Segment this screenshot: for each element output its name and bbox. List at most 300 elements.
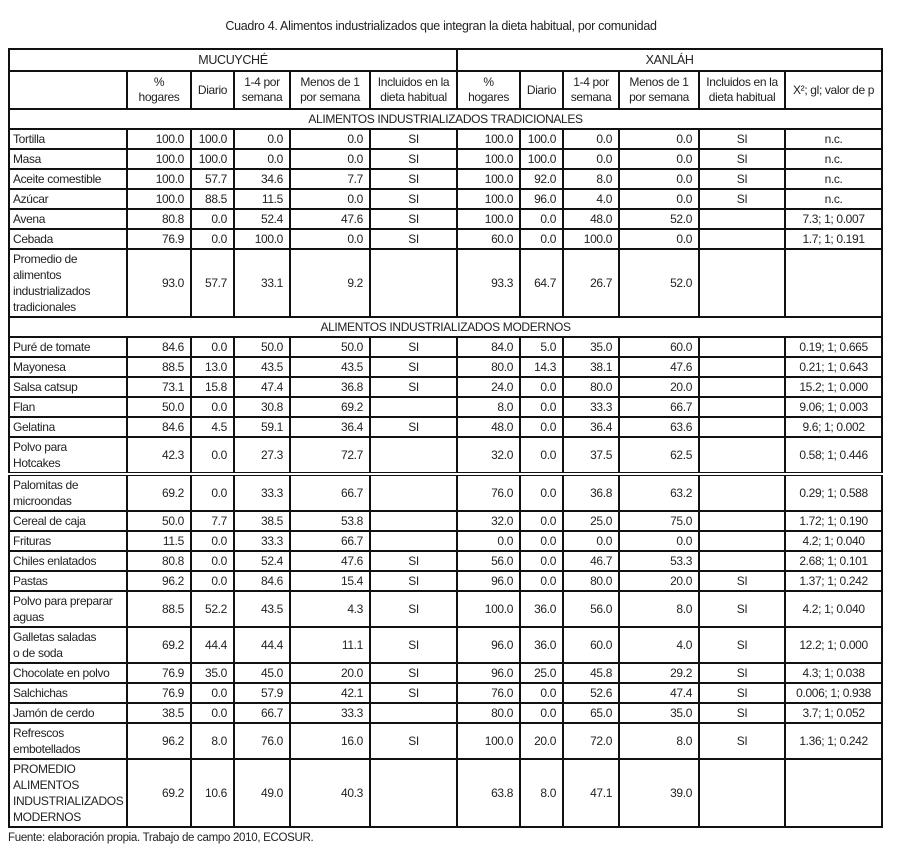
table-cell: 36.4 [290,417,370,437]
table-cell: 42.3 [127,437,191,474]
row-label: Frituras [9,531,127,551]
table-cell [370,249,457,317]
table-cell: SI [370,129,457,149]
table-cell: 43.5 [234,591,290,627]
table-cell: 26.7 [563,249,619,317]
table-cell: 0.0 [191,531,234,551]
table-cell: 69.2 [127,627,191,663]
table-cell [370,703,457,723]
table-row [9,149,882,169]
table-cell: 0.0 [191,683,234,703]
table-cell: 36.4 [563,417,619,437]
table-cell: SI [699,663,785,683]
table-cell: 38.5 [127,703,191,723]
table-cell: 29.2 [619,663,699,683]
table-cell: 0.0 [520,703,563,723]
row-label: Pastas [9,571,127,591]
table-cell: 52.2 [191,591,234,627]
table-cell: SI [370,663,457,683]
table-cell: 1.36; 1; 0.242 [785,723,882,759]
table-cell: 20.0 [619,571,699,591]
table-cell: 47.1 [563,759,619,827]
table-cell [785,249,882,317]
row-label: PROMEDIO ALIMENTOS INDUSTRIALIZADOS MODERNOS [9,759,127,827]
table-cell: 36.8 [563,474,619,511]
table-cell: 0.29; 1; 0.588 [785,474,882,511]
table-row [9,683,882,703]
table-cell: 65.0 [563,703,619,723]
table-cell: 88.5 [127,591,191,627]
table-cell: 72.7 [290,437,370,474]
community-mucuyche: MUCUYCHÉ [9,49,457,71]
table-cell: 11.5 [127,531,191,551]
table-cell: 0.006; 1; 0.938 [785,683,882,703]
table-cell: 27.3 [234,437,290,474]
table-cell: 100.0 [234,229,290,249]
table-cell: 66.7 [290,531,370,551]
table-cell: 0.0 [191,571,234,591]
table-cell: 3.7; 1; 0.052 [785,703,882,723]
table-row [9,249,882,317]
table-cell: 93.0 [127,249,191,317]
column-header: Menos de 1 por semana [619,71,699,109]
table-cell: 0.0 [234,129,290,149]
table-cell [699,397,785,417]
table-cell: 53.3 [619,551,699,571]
table-cell: 48.0 [457,417,520,437]
table-cell: SI [699,129,785,149]
table-cell: SI [370,417,457,437]
row-label: Salsa catsup [9,377,127,397]
table-cell: SI [370,571,457,591]
table-cell: 33.3 [234,474,290,511]
table-cell: 43.5 [290,357,370,377]
table-cell: 0.0 [520,511,563,531]
table-cell: 25.0 [563,511,619,531]
table-cell: SI [370,683,457,703]
table-cell: 11.1 [290,627,370,663]
table-cell: 47.6 [619,357,699,377]
row-label: Jamón de cerdo [9,703,127,723]
table-cell: 80.0 [457,357,520,377]
table-cell: 16.0 [290,723,370,759]
column-header: % hogares [127,71,191,109]
table-cell: 20.0 [290,663,370,683]
section-header-row [9,317,882,337]
table-cell: 48.0 [563,209,619,229]
table-cell: 52.6 [563,683,619,703]
table-cell: 0.0 [191,474,234,511]
table-cell: 100.0 [520,129,563,149]
table-cell: n.c. [785,149,882,169]
table-cell: 0.0 [619,169,699,189]
table-cell: 69.2 [127,759,191,827]
table-cell: n.c. [785,189,882,209]
table-cell: 40.3 [290,759,370,827]
table-row [9,551,882,571]
table-cell: 0.0 [290,189,370,209]
row-label: Galletas saladas o de soda [9,627,127,663]
table-cell: 8.0 [191,723,234,759]
table-cell: 4.2; 1; 0.040 [785,531,882,551]
table-cell: SI [370,229,457,249]
table-cell [699,511,785,531]
table-cell: 76.9 [127,683,191,703]
table-cell: 34.6 [234,169,290,189]
table-cell: 100.0 [191,129,234,149]
section-header-row [9,109,882,129]
table-cell: 33.3 [563,397,619,417]
table-cell: 38.5 [234,511,290,531]
table-cell: 50.0 [127,511,191,531]
table-cell: 44.4 [191,627,234,663]
table-cell: 96.0 [520,189,563,209]
table-cell: 44.4 [234,627,290,663]
row-label: Gelatina [9,417,127,437]
table-cell: 24.0 [457,377,520,397]
row-label: Cebada [9,229,127,249]
table-cell: 76.0 [457,683,520,703]
table-cell: 59.1 [234,417,290,437]
table-cell: 0.0 [234,149,290,169]
table-cell: 8.0 [457,397,520,417]
table-cell: 0.0 [619,189,699,209]
table-cell [699,759,785,827]
table-cell [699,377,785,397]
table-cell: 0.58; 1; 0.446 [785,437,882,474]
table-cell: 0.0 [520,377,563,397]
table-cell: 84.6 [127,417,191,437]
food-table [8,48,883,828]
table-cell: 100.0 [457,169,520,189]
table-cell: 62.5 [619,437,699,474]
table-cell: 0.0 [290,229,370,249]
table-cell: SI [370,169,457,189]
column-header: 1-4 por semana [563,71,619,109]
row-label: Tortilla [9,129,127,149]
column-header: Incluidos en la dieta habitual [699,71,785,109]
row-label: Promedio de alimentos industrializados tradicionales [9,249,127,317]
table-cell: 63.8 [457,759,520,827]
table-cell: 33.3 [234,531,290,551]
table-cell: 84.0 [457,337,520,357]
row-label: Chiles enlatados [9,551,127,571]
table-cell: 52.0 [619,249,699,317]
section-title: ALIMENTOS INDUSTRIALIZADOS MODERNOS [9,317,882,337]
table-cell: 38.1 [563,357,619,377]
table-cell: 69.2 [290,397,370,417]
table-cell: SI [370,377,457,397]
table-cell: 47.4 [234,377,290,397]
table-cell [699,229,785,249]
table-row [9,474,882,511]
table-cell [699,551,785,571]
table-cell: 0.0 [520,417,563,437]
column-header: Incluidos en la dieta habitual [370,71,457,109]
table-cell: SI [699,723,785,759]
row-label: Aceite comestible [9,169,127,189]
table-cell: 0.0 [563,149,619,169]
header-empty [9,71,127,109]
table-row [9,337,882,357]
table-cell: 45.8 [563,663,619,683]
table-cell: 8.0 [520,759,563,827]
table-cell [785,759,882,827]
column-header: Diario [520,71,563,109]
table-row [9,377,882,397]
table-row [9,531,882,551]
table-cell: 0.0 [520,571,563,591]
table-cell: 0.0 [191,337,234,357]
table-cell: 92.0 [520,169,563,189]
table-cell: 50.0 [290,337,370,357]
table-cell: 64.7 [520,249,563,317]
table-cell: 4.3; 1; 0.038 [785,663,882,683]
table-row [9,591,882,627]
table-cell: 100.0 [457,189,520,209]
table-cell: n.c. [785,129,882,149]
table-row [9,397,882,417]
table-cell: 20.0 [520,723,563,759]
table-cell: 0.0 [290,149,370,169]
table-cell: 33.3 [290,703,370,723]
table-cell: 96.0 [457,627,520,663]
table-cell: 52.4 [234,551,290,571]
table-cell [370,474,457,511]
table-cell: 93.3 [457,249,520,317]
table-cell: 9.2 [290,249,370,317]
table-cell: 10.6 [191,759,234,827]
table-cell: 96.0 [457,571,520,591]
table-cell: 0.0 [520,551,563,571]
table-cell: SI [370,591,457,627]
table-cell: 96.2 [127,723,191,759]
table-cell: 63.6 [619,417,699,437]
table-title: Cuadro 4. Alimentos industrializados que integran la dieta habitual, por comunidad [225,19,657,33]
table-cell: 0.0 [520,683,563,703]
table-cell: 0.0 [619,531,699,551]
table-cell: 100.0 [457,591,520,627]
table-cell: 20.0 [619,377,699,397]
table-cell: 66.7 [234,703,290,723]
table-cell: 0.21; 1; 0.643 [785,357,882,377]
table-cell [699,337,785,357]
table-cell: 100.0 [127,189,191,209]
table-cell [699,437,785,474]
table-cell: 0.0 [191,437,234,474]
row-label: Salchichas [9,683,127,703]
table-cell: SI [370,337,457,357]
table-cell: 0.0 [457,531,520,551]
table-cell: 35.0 [619,703,699,723]
table-cell: 1.72; 1; 0.190 [785,511,882,531]
table-cell: 56.0 [457,551,520,571]
table-cell: 8.0 [619,591,699,627]
table-cell: 39.0 [619,759,699,827]
table-cell: 43.5 [234,357,290,377]
table-cell [370,437,457,474]
table-cell: 47.6 [290,551,370,571]
table-row [9,229,882,249]
table-cell: 80.0 [563,377,619,397]
table-cell: 0.0 [191,703,234,723]
table-cell: 56.0 [563,591,619,627]
table-cell: SI [699,627,785,663]
table-cell: 47.4 [619,683,699,703]
table-row [9,627,882,663]
table-cell: 37.5 [563,437,619,474]
table-cell: SI [699,189,785,209]
table-cell: 57.9 [234,683,290,703]
table-cell: 66.7 [290,474,370,511]
table-cell: 0.0 [290,129,370,149]
table-cell: 46.7 [563,551,619,571]
column-header: 1-4 por semana [234,71,290,109]
table-cell: 47.6 [290,209,370,229]
table-row [9,723,882,759]
community-header-row [9,49,882,71]
table-cell: 76.0 [234,723,290,759]
row-label: Avena [9,209,127,229]
table-cell: 100.0 [457,129,520,149]
table-cell: 88.5 [191,189,234,209]
table-cell: n.c. [785,169,882,189]
row-label: Palomitas de microondas [9,474,127,511]
table-cell [699,531,785,551]
table-cell: 96.2 [127,571,191,591]
table-cell: 75.0 [619,511,699,531]
table-cell: 7.7 [191,511,234,531]
section-title: ALIMENTOS INDUSTRIALIZADOS TRADICIONALES [9,109,882,129]
row-label: Flan [9,397,127,417]
table-cell: 0.0 [520,209,563,229]
table-cell: 45.0 [234,663,290,683]
row-label: Chocolate en polvo [9,663,127,683]
table-cell: 36.8 [290,377,370,397]
table-cell: 72.0 [563,723,619,759]
table-cell: 53.8 [290,511,370,531]
table-cell: 76.9 [127,663,191,683]
table-cell: 4.5 [191,417,234,437]
column-header: % hogares [457,71,520,109]
table-row [9,357,882,377]
table-cell: 0.0 [619,229,699,249]
table-cell: SI [699,591,785,627]
table-cell [699,474,785,511]
table-cell: 73.1 [127,377,191,397]
table-row [9,189,882,209]
row-label: Puré de tomate [9,337,127,357]
table-cell: 25.0 [520,663,563,683]
table-cell: 1.37; 1; 0.242 [785,571,882,591]
table-cell: 100.0 [563,229,619,249]
table-cell: 35.0 [563,337,619,357]
column-header-row [9,71,882,109]
table-cell: SI [370,551,457,571]
table-cell: 49.0 [234,759,290,827]
table-cell: 36.0 [520,627,563,663]
table-cell: 52.4 [234,209,290,229]
table-cell: 100.0 [520,149,563,169]
column-header: Menos de 1 por semana [290,71,370,109]
table-cell: SI [370,723,457,759]
table-cell: SI [370,627,457,663]
row-label: Mayonesa [9,357,127,377]
table-cell: SI [699,169,785,189]
table-cell: 13.0 [191,357,234,377]
table-cell: 80.8 [127,551,191,571]
table-cell: SI [699,149,785,169]
table-cell: 60.0 [619,337,699,357]
table-cell: 0.0 [191,551,234,571]
table-cell: 69.2 [127,474,191,511]
table-cell: 63.2 [619,474,699,511]
table-cell: 100.0 [127,149,191,169]
community-xanlah: XANLÁH [457,49,882,71]
table-cell: 33.1 [234,249,290,317]
column-header: Diario [191,71,234,109]
table-cell: 52.0 [619,209,699,229]
table-cell: 76.9 [127,229,191,249]
table-cell: 7.3; 1; 0.007 [785,209,882,229]
table-cell: 57.7 [191,249,234,317]
table-cell: 30.8 [234,397,290,417]
table-cell: 15.4 [290,571,370,591]
table-row [9,703,882,723]
table-cell: 42.1 [290,683,370,703]
table-cell: 100.0 [127,129,191,149]
table-row [9,663,882,683]
table-cell: 0.0 [520,531,563,551]
table-cell: 4.2; 1; 0.040 [785,591,882,627]
table-cell: 96.0 [457,663,520,683]
table-cell: 0.0 [191,397,234,417]
row-label: Polvo para preparar aguas [9,591,127,627]
table-cell [699,249,785,317]
table-cell: 0.0 [520,437,563,474]
table-cell: SI [699,571,785,591]
table-cell: 15.8 [191,377,234,397]
table-cell: 0.0 [520,229,563,249]
source-note: Fuente: elaboración propia. Trabajo de campo 2010, ECOSUR. [8,832,314,844]
table-cell [370,511,457,531]
table-cell: 8.0 [563,169,619,189]
table-cell: 14.3 [520,357,563,377]
table-cell: 5.0 [520,337,563,357]
table-cell: 88.5 [127,357,191,377]
row-label: Polvo para Hotcakes [9,437,127,474]
table-cell: 32.0 [457,437,520,474]
table-cell: 0.19; 1; 0.665 [785,337,882,357]
table-cell: 35.0 [191,663,234,683]
table-cell: 4.0 [619,627,699,663]
table-row [9,169,882,189]
table-cell: 8.0 [619,723,699,759]
table-cell [699,357,785,377]
table-cell: 80.0 [563,571,619,591]
table-cell [370,397,457,417]
table-cell: 100.0 [457,723,520,759]
table-row [9,129,882,149]
row-label: Cereal de caja [9,511,127,531]
table-cell: 76.0 [457,474,520,511]
table-cell: 84.6 [234,571,290,591]
row-label: Masa [9,149,127,169]
table-cell: 4.3 [290,591,370,627]
table-cell: 50.0 [234,337,290,357]
table-cell: 84.6 [127,337,191,357]
table-cell: 0.0 [191,209,234,229]
